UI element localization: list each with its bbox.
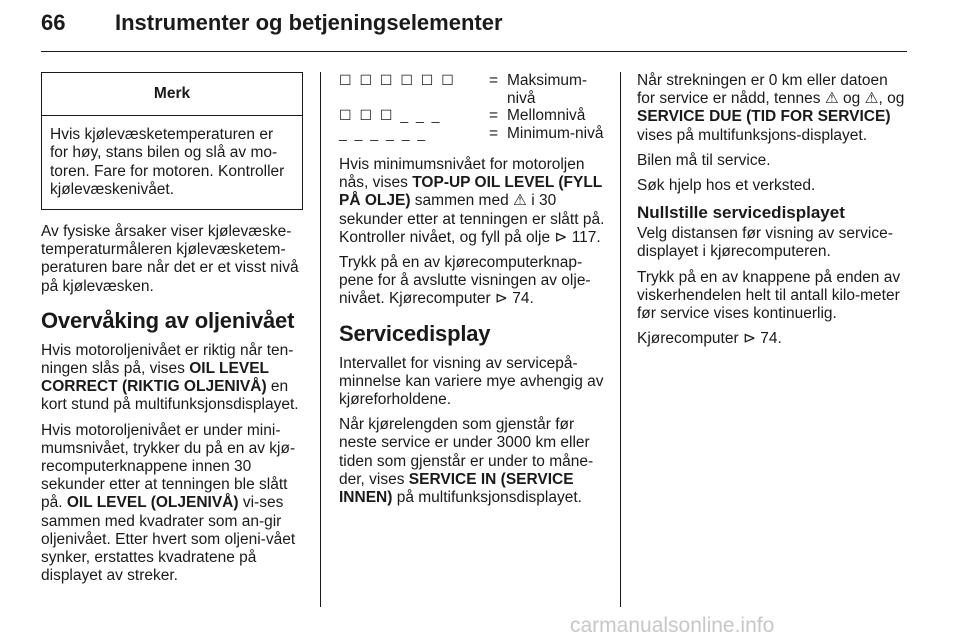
reset-select-paragraph: Velg distansen før visning av service-displayet i kjørecomputeren. xyxy=(637,225,893,261)
text-run: vi-ses sammen med kvadrater som an-gir oljenivået. Etter hvert som oljeni-vået synker, erstattes kvadratene på displayet av streker. xyxy=(41,494,296,585)
display-message: OIL LEVEL CORRECT (RIKTIG OLJENIVÅ) xyxy=(41,360,269,396)
text-run: på multifunksjonsdisplayet. xyxy=(392,489,582,507)
text-run: Hvis minimumsnivået for motoroljen nås, vises xyxy=(339,156,585,192)
service-needed-paragraph: Bilen må til service. xyxy=(637,151,771,169)
column-divider-2 xyxy=(620,72,621,607)
section-heading-oil-level: Overvåking av oljenivået xyxy=(41,307,295,333)
reset-press-paragraph: Trykk på en av knappene på enden av viskerhendelen helt til antall kilo-meter før service vises kontinuerlig. xyxy=(637,268,901,323)
section-heading-reset: Nullstille servicedisplayet xyxy=(637,203,845,223)
page-number: 66 xyxy=(41,10,66,35)
level-symbols: ☐ ☐ ☐ ☐ ☐ ☐ xyxy=(339,72,456,88)
watermark: carmanualsonline.info xyxy=(570,614,775,637)
text-run: Når strekningen er 0 km eller datoen for service er nådd, tennes ⚠ og ⚠, og xyxy=(637,72,905,108)
header-rule xyxy=(41,51,907,52)
display-message: SERVICE DUE (TID FOR SERVICE) xyxy=(637,108,891,126)
level-row-max xyxy=(339,72,605,107)
equals-sign: = xyxy=(489,72,499,89)
level-label: Maksimum-nivå xyxy=(507,72,588,107)
page-title: Instrumenter og betjeningselementer xyxy=(115,10,503,35)
topup-paragraph xyxy=(339,156,605,247)
text-run: sammen med ⚠ i 30 sekunder etter at tenningen er slått på. Kontroller nivået, og fyll på olje ⊳ 117. xyxy=(339,192,605,246)
text-run: vises på multifunksjons-displayet. xyxy=(637,126,868,144)
display-message: OIL LEVEL (OLJENIVÅ) xyxy=(66,494,239,512)
display-message: TOP-UP OIL LEVEL (FYLL PÅ OLJE) xyxy=(339,174,602,210)
note-body: Hvis kjølevæsketemperaturen er for høy, stans bilen og slå av mo-toren. Fare for motoren. Kontroller kjølevæskenivået. xyxy=(50,126,285,198)
trip-computer-reference: Kjørecomputer ⊳ 74. xyxy=(637,330,782,348)
text-run: en kort stund på multifunksjonsdisplayet. xyxy=(41,378,299,414)
workshop-paragraph: Søk hjelp hos et verksted. xyxy=(637,177,816,195)
exit-oil-paragraph: Trykk på en av kjørecomputerknap-pene for å avslutte visningen av olje-nivået. Kjørecomputer ⊳ 74. xyxy=(339,254,591,308)
level-label: Minimum-nivå xyxy=(507,124,604,142)
column-3 xyxy=(637,72,907,355)
text-run: Hvis motoroljenivået er riktig når ten-ningen slås på, vises xyxy=(41,341,294,378)
display-message: SERVICE IN (SERVICE INNEN) xyxy=(339,470,574,507)
column-2 xyxy=(339,72,605,514)
level-row-min xyxy=(339,125,605,143)
service-due-paragraph xyxy=(637,72,907,145)
coolant-paragraph: Av fysiske årsaker viser kjølevæske-temperaturmåleren kjølevæsketem-peraturen bare når det er et visst nivå på kjølevæsken. xyxy=(41,223,299,295)
oil-level-table xyxy=(339,72,605,142)
equals-sign: = xyxy=(489,124,499,142)
note-box xyxy=(41,72,303,210)
service-interval-paragraph: Intervallet for visning av servicepå-minnelse kan variere mye avhengig av kjøreforholdene. xyxy=(339,354,604,409)
equals-sign: = xyxy=(489,107,499,124)
service-in-paragraph xyxy=(339,416,605,507)
level-row-mid xyxy=(339,107,605,125)
text-run: Når kjørelengden som gjenstår før neste service er under 3000 km eller tiden som gjenstår er under to måne-der, vises xyxy=(339,416,594,488)
column-divider-1 xyxy=(320,72,321,607)
note-title: Merk xyxy=(42,73,302,116)
section-heading-service: Servicedisplay xyxy=(339,320,491,346)
page-header xyxy=(41,10,503,36)
level-symbols: _ _ _ _ _ _ xyxy=(339,124,428,141)
level-symbols: ☐ ☐ ☐ _ _ _ xyxy=(339,107,442,123)
oil-correct-paragraph xyxy=(41,342,303,415)
text-run: Hvis motoroljenivået er under mini-mumsnivået, trykker du på en av kjø-recomputerknappene innen 30 sekunder etter at tenningen ble slått på. xyxy=(41,421,296,512)
level-label: Mellomnivå xyxy=(507,107,586,124)
column-1 xyxy=(41,72,303,592)
oil-low-paragraph xyxy=(41,422,303,586)
